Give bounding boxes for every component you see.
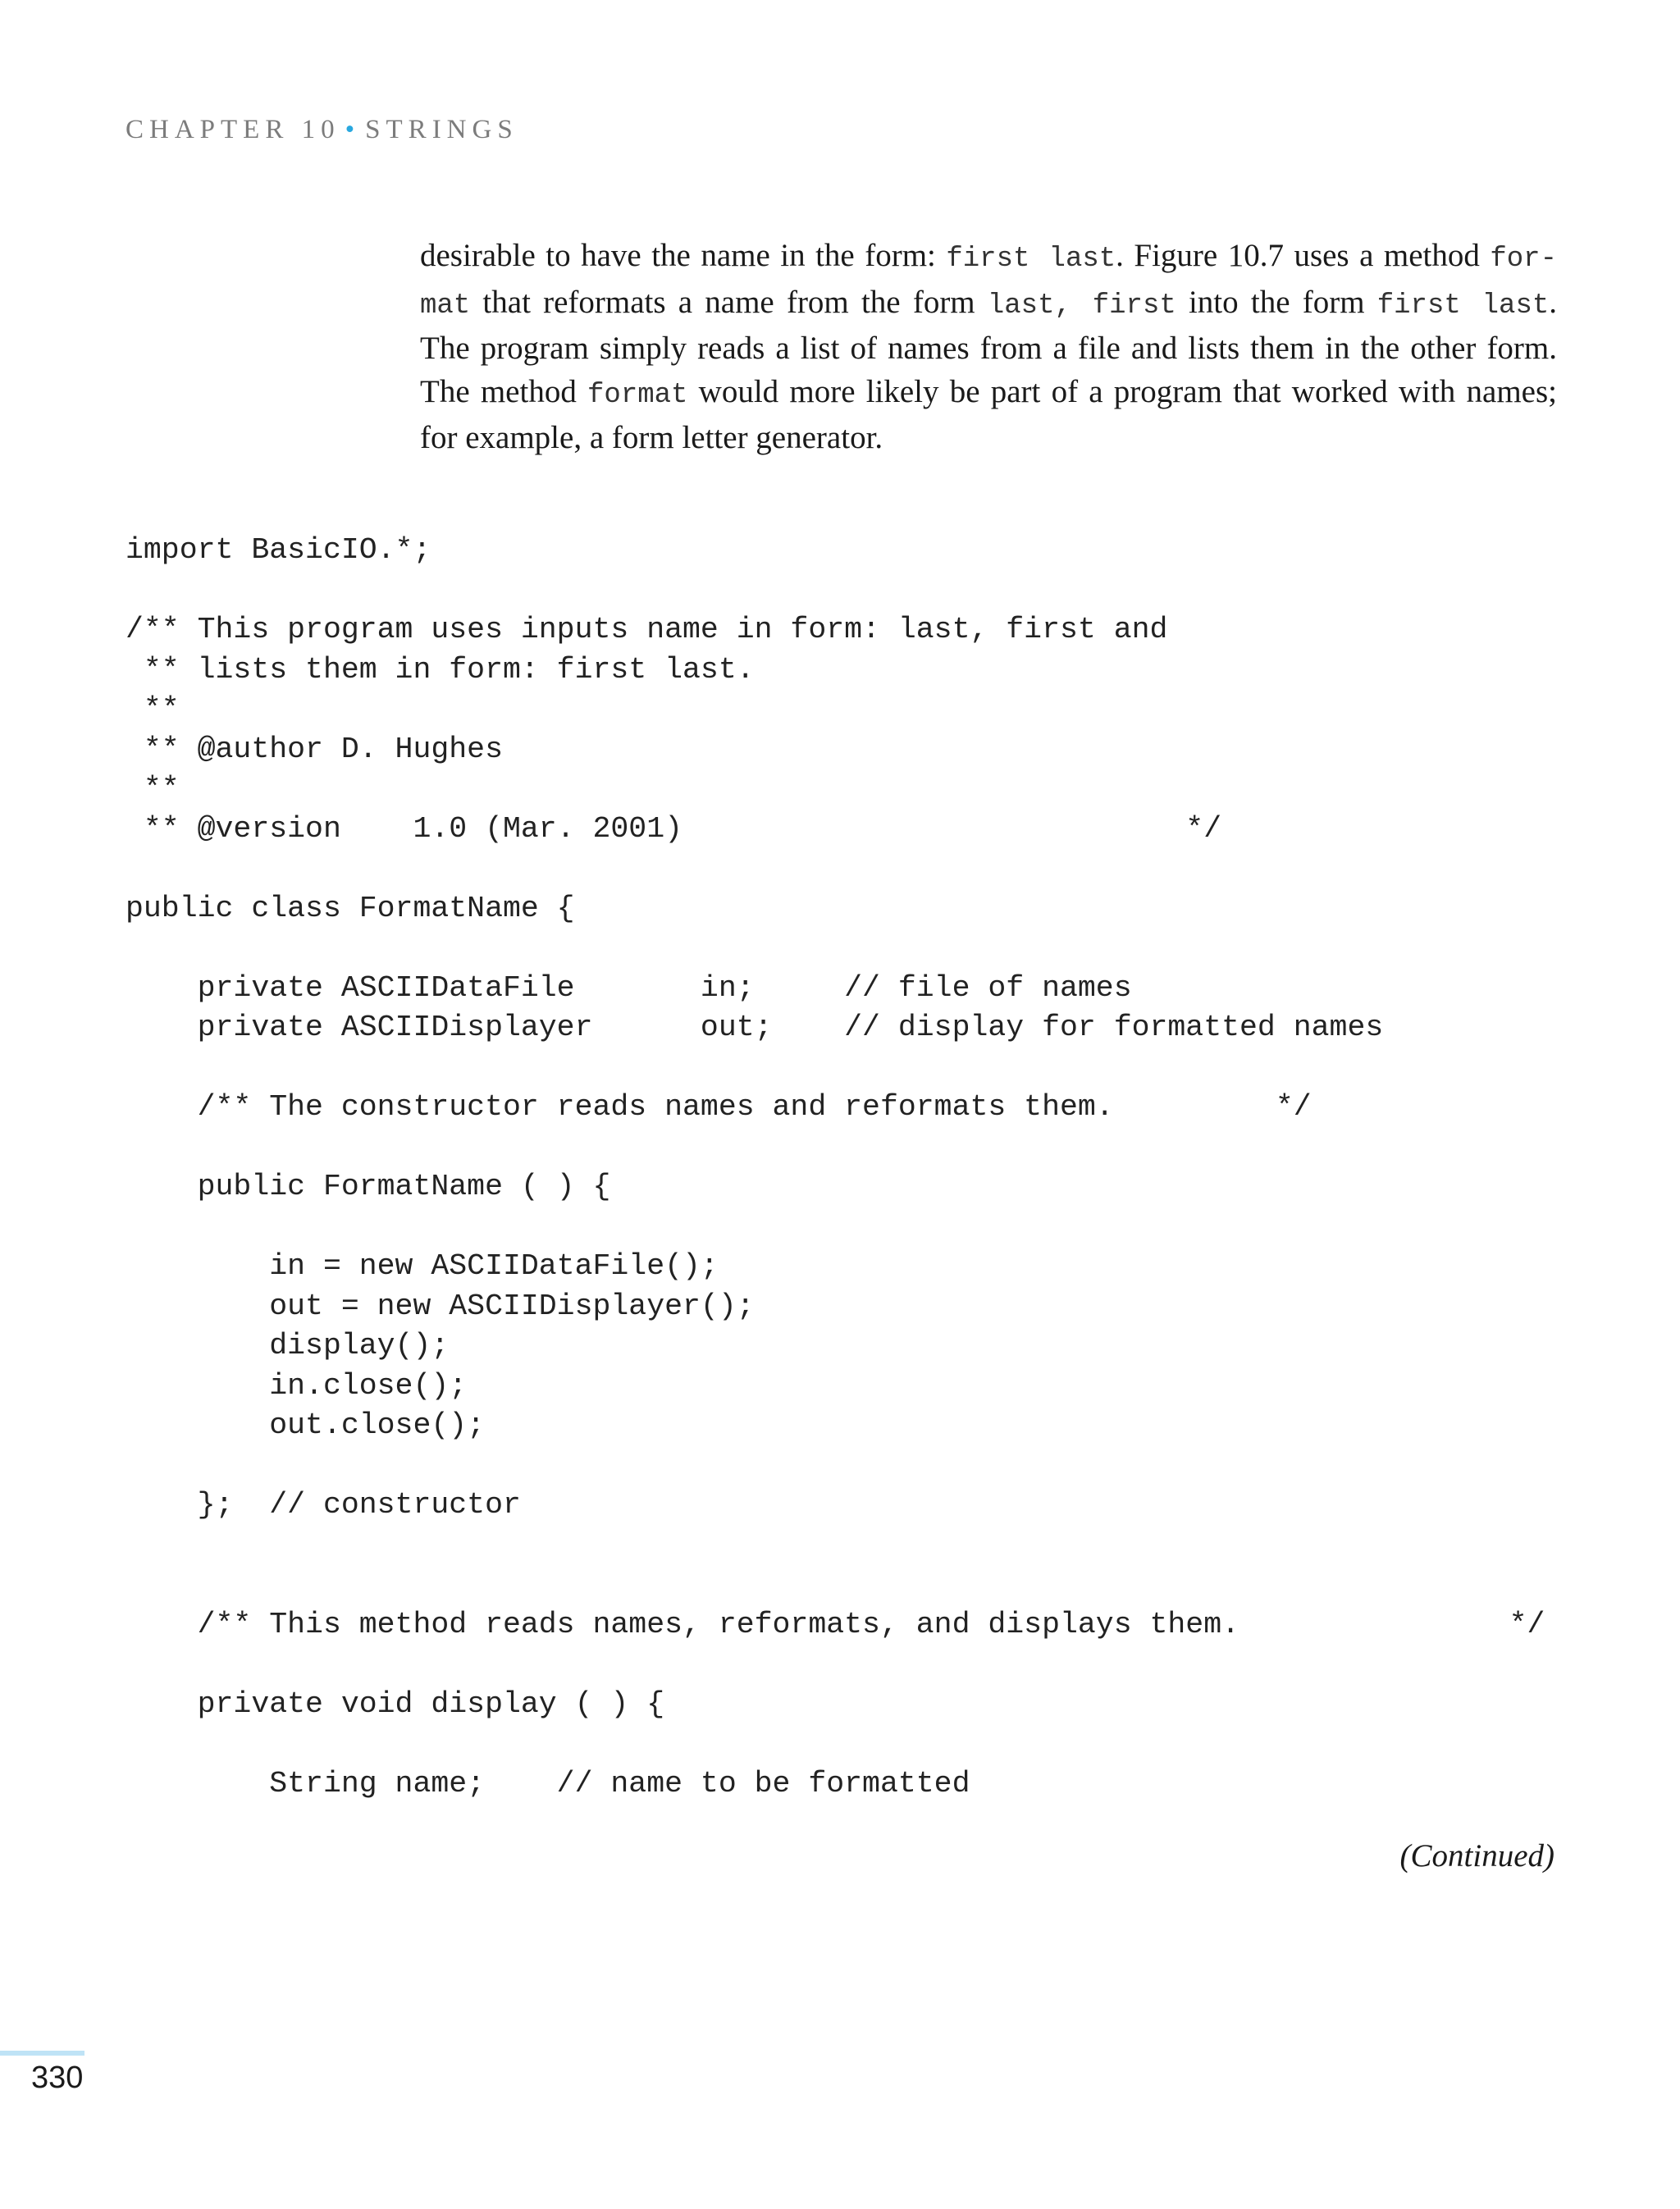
code-line: [126, 1207, 1545, 1248]
page-number-rule: [0, 2051, 84, 2056]
paragraph-text: into the form: [1176, 284, 1377, 320]
inline-code: first last: [946, 244, 1116, 275]
continued-label: (Continued): [1399, 1838, 1554, 1874]
code-line: **: [126, 692, 180, 726]
code-line: [126, 1446, 1545, 1486]
code-line: /** This method reads names, reformats, and displays them. */: [126, 1607, 1545, 1641]
inline-code: first last: [1376, 290, 1550, 322]
code-line: String name; // name to be formatted: [126, 1766, 970, 1801]
code-line: [126, 1565, 1545, 1605]
code-line: private ASCIIDisplayer out; // display for formatted names: [126, 1011, 1384, 1044]
code-line: out.close();: [126, 1408, 486, 1442]
paragraph-line: [420, 281, 1557, 328]
code-line: [126, 1526, 1545, 1566]
code-line: in = new ASCIIDataFile();: [126, 1249, 719, 1283]
inline-code: mat: [420, 290, 471, 322]
separator-bullet: •: [345, 115, 361, 144]
paragraph-text: desirable to have the name in the form:: [420, 238, 947, 273]
inline-code: last, first: [987, 290, 1176, 322]
running-head: [126, 115, 518, 145]
code-line: public FormatName ( ) {: [126, 1170, 611, 1203]
paragraph-line: [420, 235, 1557, 281]
code-line: ** @author D. Hughes: [126, 732, 503, 766]
code-line: }; // constructor: [126, 1488, 521, 1522]
code-line: public class FormatName {: [126, 891, 575, 925]
code-line: out = new ASCIIDisplayer();: [126, 1289, 755, 1323]
code-line: [126, 849, 1545, 889]
code-line: [126, 1724, 1545, 1764]
code-line: /** The constructor reads names and reformats them. */: [126, 1090, 1312, 1124]
code-line: [126, 929, 1545, 969]
code-listing: [126, 531, 1545, 1804]
paragraph-text: The program simply reads a list of names from a file and lists them in the other form.: [420, 331, 1557, 366]
code-line: [126, 1128, 1545, 1168]
chapter-label: CHAPTER 10: [126, 115, 340, 144]
inline-code: for-: [1490, 244, 1557, 275]
code-line: /** This program uses inputs name in form: last, first and: [126, 613, 1168, 646]
code-line: in.close();: [126, 1368, 468, 1403]
code-line: display();: [126, 1329, 450, 1362]
code-line: import BasicIO.*;: [126, 533, 431, 567]
code-line: [126, 571, 1545, 611]
paragraph-text: The method: [420, 373, 588, 409]
code-line: [126, 1048, 1545, 1089]
paragraph-text: . Figure 10.7 uses a method: [1116, 238, 1491, 273]
paragraph-text: .: [1549, 284, 1557, 320]
page-number: 330: [31, 2061, 84, 2095]
inline-code: format: [587, 379, 688, 411]
code-line: ** @version 1.0 (Mar. 2001) */: [126, 811, 1222, 846]
body-paragraph: [420, 235, 1557, 460]
code-line: **: [126, 772, 180, 806]
code-line: private ASCIIDataFile in; // file of names: [126, 970, 1132, 1005]
paragraph-line: [420, 327, 1557, 371]
code-line: ** lists them in form: first last.: [126, 652, 755, 687]
code-line: private void display ( ) {: [126, 1686, 665, 1721]
chapter-title: STRINGS: [365, 115, 518, 144]
paragraph-text: would more likely be part of a program that worked with names;: [687, 373, 1557, 409]
paragraph-text: for example, a form letter generator.: [420, 420, 883, 455]
paragraph-line: [420, 417, 1557, 460]
paragraph-line: [420, 371, 1557, 418]
code-line: [126, 1645, 1545, 1685]
paragraph-text: that reformats a name from the form: [470, 284, 988, 320]
